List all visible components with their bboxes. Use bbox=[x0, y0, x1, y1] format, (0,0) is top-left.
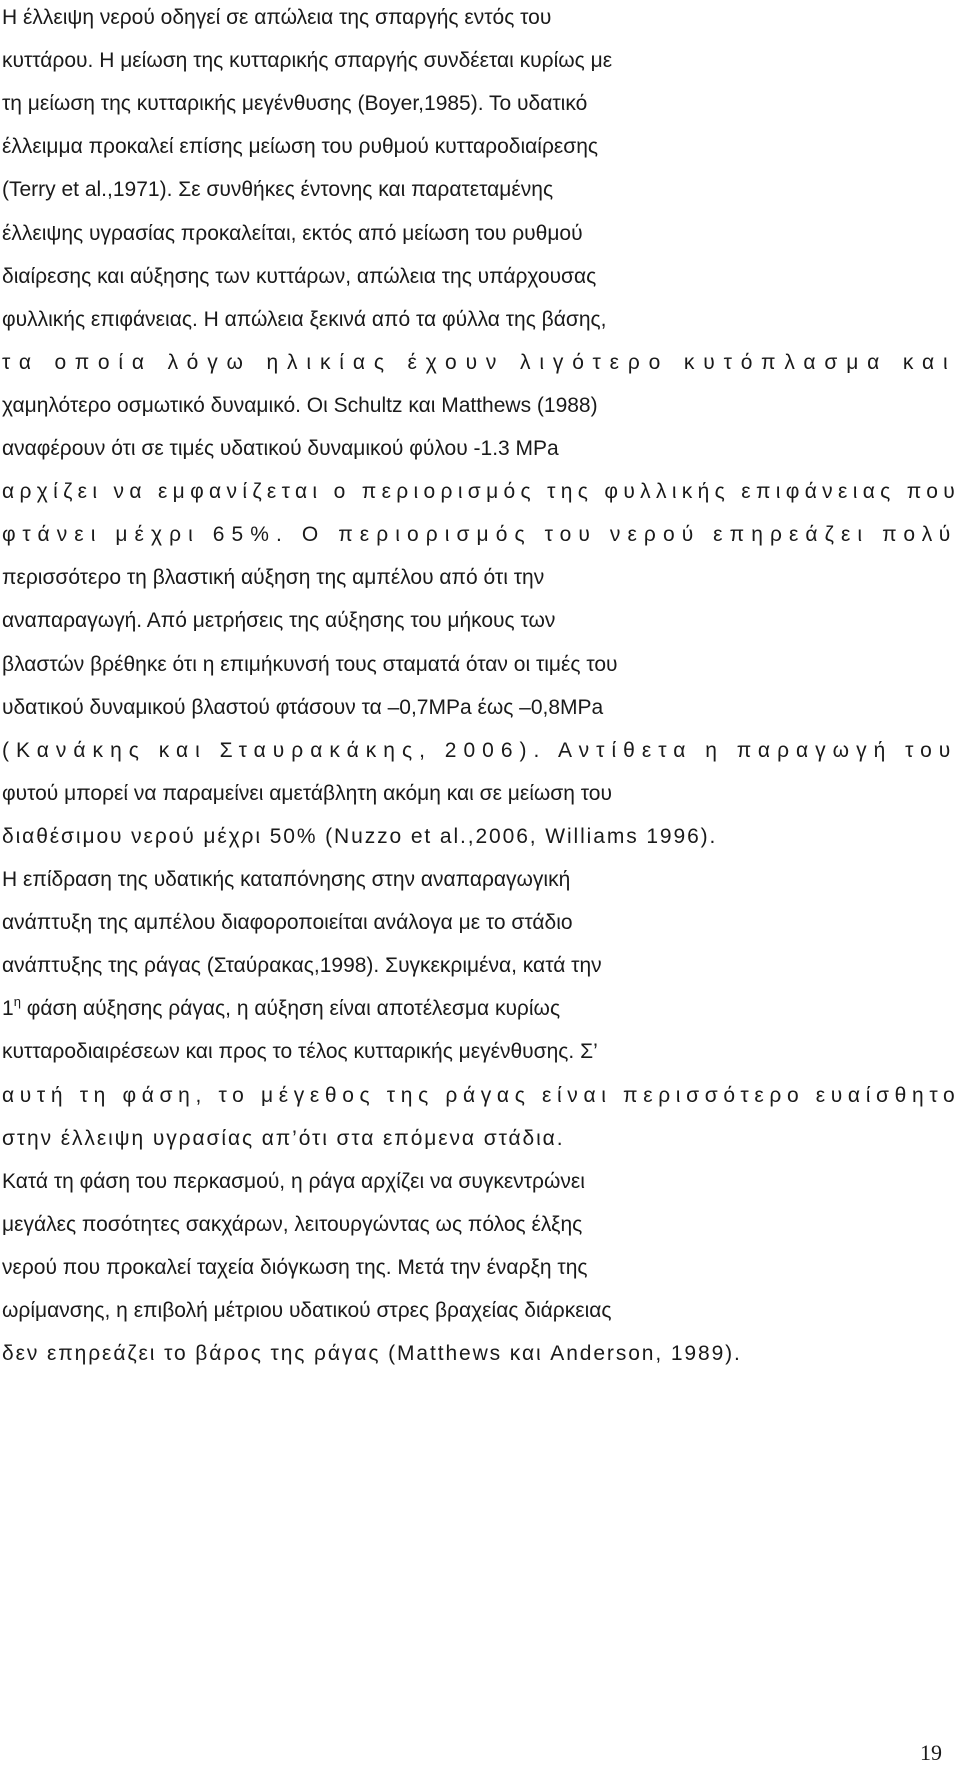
text-line: φυτού μπορεί να παραμείνει αμετάβλητη ακόμη και σε μείωση του bbox=[2, 781, 612, 805]
text-line: φτάνει μέχρι 65%. Ο περιορισμός του νερού επηρεάζει πολύ bbox=[2, 523, 958, 547]
text-line: έλλειψης υγρασίας προκαλείται, εκτός από μείωση του ρυθμού bbox=[2, 221, 583, 245]
text-line: τη μείωση της κυτταρικής μεγένθυσης (Boyer,1985). Το υδατικό bbox=[2, 92, 588, 116]
text-line: χαμηλότερο οσμωτικό δυναμικό. Οι Schultz και Matthews (1988) bbox=[2, 393, 598, 417]
text-line: Η επίδραση της υδατικής καταπόνησης στην αναπαραγωγική bbox=[2, 868, 571, 891]
text-line: διαίρεσης και αύξησης των κυττάρων, απώλεια της υπάρχουσας bbox=[2, 264, 597, 288]
page-number: 19 bbox=[920, 1740, 942, 1765]
text-line: αρχίζει να εμφανίζεται ο περιορισμός της φυλλικής επιφάνειας που bbox=[2, 480, 960, 504]
text-line: υδατικού δυναμικού βλαστού φτάσουν τα –0,7MPa έως –0,8MPa bbox=[2, 695, 604, 719]
text-line: κυττάρου. Η μείωση της κυτταρικής σπαργής συνδέεται κυρίως με bbox=[2, 49, 613, 73]
text-line: στην έλλειψη υγρασίας απ’ότι στα επόμενα στάδια. bbox=[2, 1126, 565, 1150]
text-line: ανάπτυξη της αμπέλου διαφοροποιείται ανάλογα με το στάδιο bbox=[2, 911, 573, 935]
text-line: ωρίμανσης, η επιβολή μέτριου υδατικού στρες βραχείας διάρκειας bbox=[2, 1299, 612, 1322]
text-line-ordinal bbox=[2, 991, 560, 1027]
text-line: διαθέσιμου νερού μέχρι 50% (Nuzzo et al.,2006, Williams 1996). bbox=[2, 824, 718, 848]
text-line: τα οποία λόγω ηλικίας έχουν λιγότερο κυτόπλασμα και bbox=[2, 350, 957, 374]
ordinal-line-text: φάση αύξησης ράγας, η αύξηση είναι αποτέλεσμα κυρίως bbox=[26, 997, 561, 1021]
text-line: περισσότερο τη βλαστική αύξηση της αμπέλου από ότι την bbox=[2, 566, 545, 590]
text-line: φυλλικής επιφάνειας. Η απώλεια ξεκινά από τα φύλλα της βάσης, bbox=[2, 307, 607, 331]
text-line: ανάπτυξης της ράγας (Σταύρακας,1998). Συγκεκριμένα, κατά την bbox=[2, 954, 602, 978]
text-line: αναφέρουν ότι σε τιμές υδατικού δυναμικού φύλου -1.3 MPa bbox=[2, 437, 559, 460]
text-line: νερού που προκαλεί ταχεία διόγκωση της. Μετά την έναρξη της bbox=[2, 1255, 588, 1279]
text-line: Η έλλειψη νερού οδηγεί σε απώλεια της σπαργής εντός του bbox=[2, 6, 552, 29]
text-line: μεγάλες ποσότητες σακχάρων, λειτουργώντας ως πόλος έλξης bbox=[2, 1212, 583, 1236]
text-line: αυτή τη φάση, το μέγεθος της ράγας είναι περισσότερο ευαίσθητο bbox=[2, 1083, 960, 1107]
ordinal-suffix: η bbox=[13, 994, 21, 1010]
text-line: Κατά τη φάση του περκασμού, η ράγα αρχίζει να συγκεντρώνει bbox=[2, 1169, 585, 1193]
ordinal-number: 1 bbox=[2, 997, 14, 1021]
text-line: αναπαραγωγή. Από μετρήσεις της αύξησης του μήκους των bbox=[2, 609, 556, 633]
text-line: (Κανάκης και Σταυρακάκης, 2006). Αντίθετα η παραγωγή του bbox=[2, 738, 958, 762]
text-line: δεν επηρεάζει το βάρος της ράγας (Matthews και Anderson, 1989). bbox=[2, 1342, 742, 1366]
text-line: βλαστών βρέθηκε ότι η επιμήκυνσή τους σταματά όταν οι τιμές του bbox=[2, 652, 618, 676]
text-line: (Terry et al.,1971). Σε συνθήκες έντονης και παρατεταμένης bbox=[2, 178, 554, 202]
text-line: κυτταροδιαιρέσεων και προς το τέλος κυτταρικής μεγένθυσης. Σ’ bbox=[2, 1040, 598, 1064]
text-line: έλλειμμα προκαλεί επίσης μείωση του ρυθμού κυτταροδιαίρεσης bbox=[2, 135, 599, 159]
